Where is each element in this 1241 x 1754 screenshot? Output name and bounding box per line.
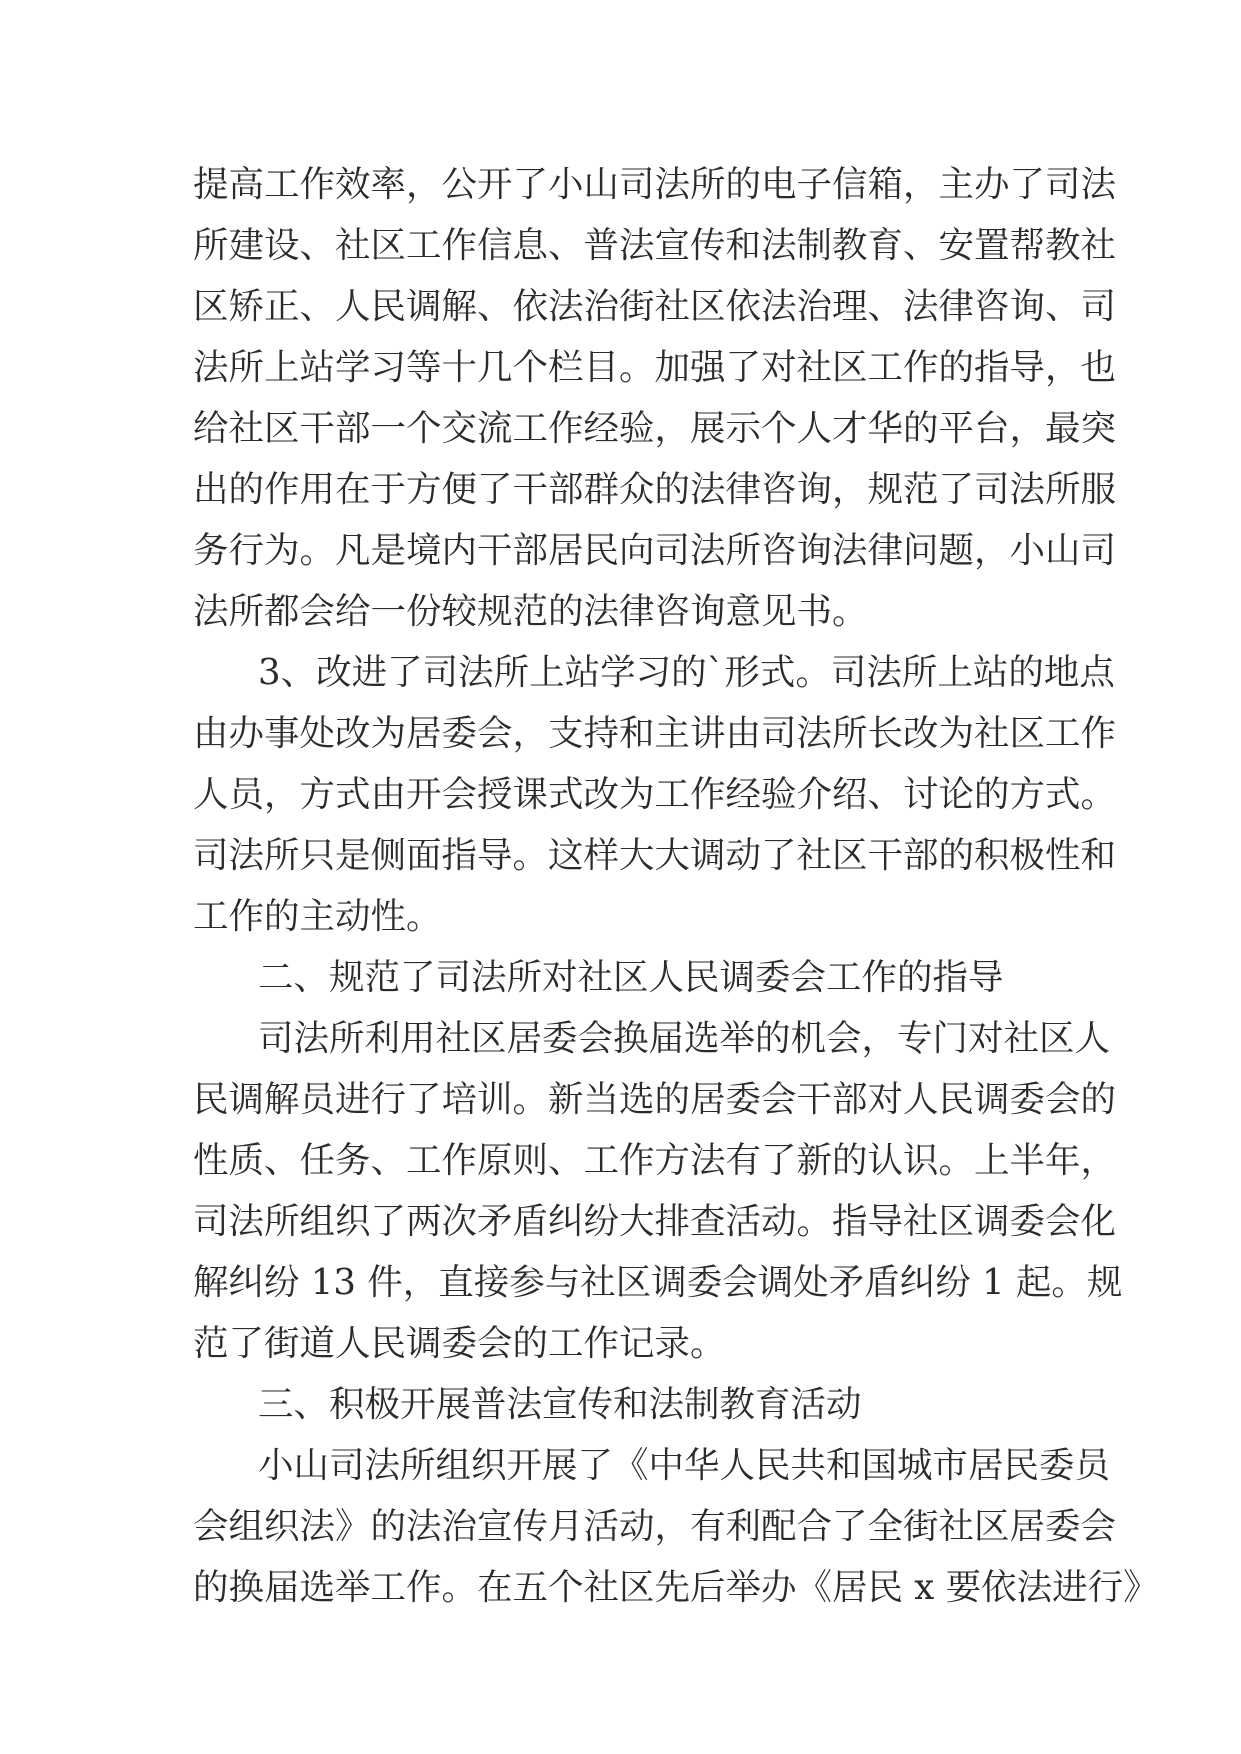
text-line: 提高工作效率，公开了小山司法所的电子信箱，主办了司法	[193, 164, 1117, 205]
text-line: 司法所组织了两次矛盾纠纷大排查活动。指导社区调委会化	[193, 1201, 1117, 1242]
text-line: 3、改进了司法所上站学习的`形式。司法所上站的地点	[258, 652, 1115, 693]
text-line: 性质、任务、工作原则、工作方法有了新的认识。上半年，	[193, 1140, 1117, 1181]
text-line: 由办事处改为居委会，支持和主讲由司法所长改为社区工作	[193, 713, 1117, 754]
text-line: 民调解员进行了培训。新当选的居委会干部对人民调委会的	[193, 1079, 1117, 1120]
text-line: 给社区干部一个交流工作经验，展示个人才华的平台，最突	[193, 408, 1117, 449]
text-line: 范了街道人民调委会的工作记录。	[193, 1323, 726, 1364]
section-heading: 三、积极开展普法宣传和法制教育活动	[258, 1384, 862, 1425]
text-line: 所建设、社区工作信息、普法宣传和法制教育、安置帮教社	[193, 225, 1117, 266]
text-line: 司法所利用社区居委会换届选举的机会，专门对社区人	[258, 1018, 1111, 1059]
text-line: 会组织法》的法治宣传月活动，有利配合了全街社区居委会	[193, 1506, 1117, 1547]
text-line: 出的作用在于方便了干部群众的法律咨询，规范了司法所服	[193, 469, 1117, 510]
text-line: 小山司法所组织开展了《中华人民共和国城市居民委员	[258, 1445, 1111, 1486]
text-line: 务行为。凡是境内干部居民向司法所咨询法律问题，小山司	[193, 530, 1117, 571]
text-line: 的换届选举工作。在五个社区先后举办《居民 x 要依法进行》	[193, 1567, 1159, 1608]
text-line: 区矫正、人民调解、依法治街社区依法治理、法律咨询、司	[193, 286, 1117, 327]
section-heading: 二、规范了司法所对社区人民调委会工作的指导	[258, 957, 1004, 998]
text-line: 人员，方式由开会授课式改为工作经验介绍、讨论的方式。	[193, 774, 1117, 815]
text-line: 工作的主动性。	[193, 896, 442, 937]
text-line: 解纠纷 13 件，直接参与社区调委会调处矛盾纠纷 1 起。规	[193, 1262, 1123, 1303]
text-line: 法所上站学习等十几个栏目。加强了对社区工作的指导，也	[193, 347, 1117, 388]
text-line: 司法所只是侧面指导。这样大大调动了社区干部的积极性和	[193, 835, 1117, 876]
text-line: 法所都会给一份较规范的法律咨询意见书。	[193, 591, 868, 632]
